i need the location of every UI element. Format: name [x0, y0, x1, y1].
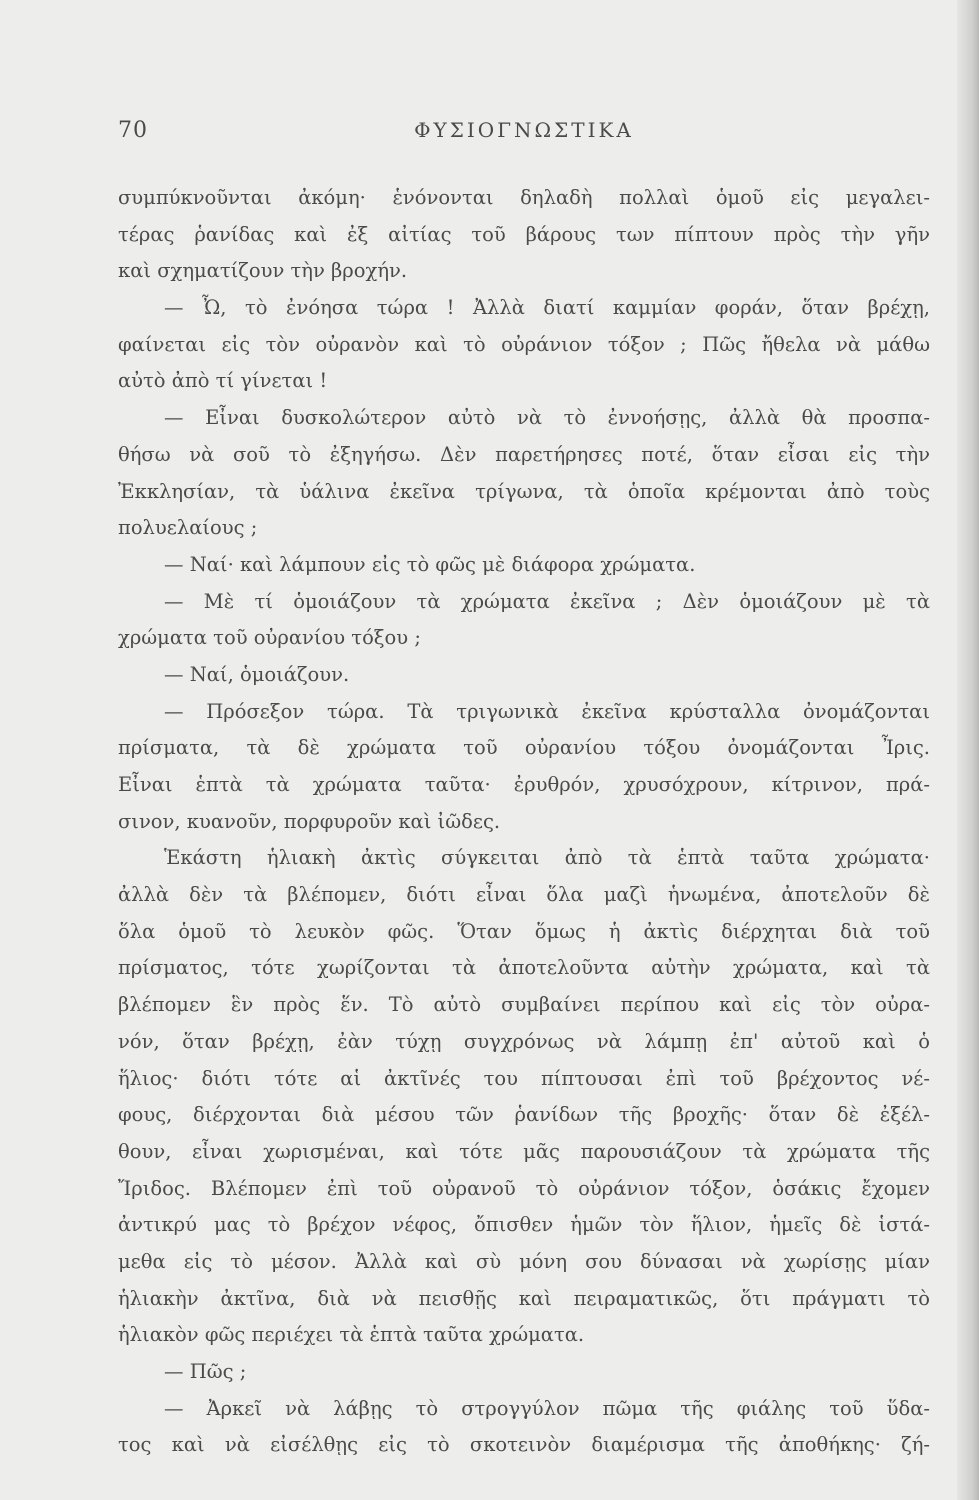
text-line: μεθα εἰς τὸ μέσον. Ἀλλὰ καὶ σὺ μόνη σου δύνασαι νὰ χωρίσῃς μίαν [118, 1249, 930, 1273]
text-line: Εἶναι ἑπτὰ τὰ χρώματα ταῦτα· ἐρυθρόν, χρυσόχρουν, κίτρινον, πρά- [118, 773, 930, 796]
text-line: — Πῶς ; [164, 1360, 247, 1383]
text-line: ἡλιακὴν ἀκτῖνα, διὰ νὰ πεισθῇς καὶ πειραματικῶς, ὅτι πράγματι τὸ [118, 1286, 930, 1310]
text-line: — Ναί· καὶ λάμπουν εἰς τὸ φῶς μὲ διάφορα χρώματα. [164, 552, 696, 576]
text-line: ἀλλὰ δὲν τὰ βλέπομεν, διότι εἶναι ὅλα μαζὶ ἡνωμένα, ἀποτελοῦν δὲ [118, 883, 930, 907]
text-line: Ἑκάστη ἡλιακὴ ἀκτὶς σύγκειται ἀπὸ τὰ ἑπτὰ ταῦτα χρώματα· [164, 846, 930, 870]
text-line: φαίνεται εἰς τὸν οὐρανὸν καὶ τὸ οὐράνιον τόξον ; Πῶς ἤθελα νὰ μάθω [118, 332, 930, 356]
text-line: ἀντικρύ μας τὸ βρέχον νέφος, ὄπισθεν ἡμῶν τὸν ἥλιον, ἡμεῖς δὲ ἱστά- [118, 1213, 930, 1237]
text-line: — Μὲ τί ὁμοιάζουν τὰ χρώματα ἐκεῖνα ; Δὲν ὁμοιάζουν μὲ τὰ [164, 589, 930, 613]
text-line: χρώματα τοῦ οὐρανίου τόξου ; [118, 626, 421, 650]
text-line: — Ναί, ὁμοιάζουν. [164, 662, 350, 686]
body-text [118, 180, 930, 1464]
text-line: πολυελαίους ; [118, 516, 258, 540]
page-number: 70 [118, 118, 148, 143]
text-line: τέρας ῥανίδας καὶ ἐξ αἰτίας τοῦ βάρους των πίπτουν πρὸς τὴν γῆν [118, 222, 930, 246]
text-line: — Εἶναι δυσκολώτερον αὐτὸ νὰ τὸ ἐννοήσῃς, ἀλλὰ θὰ προσπα- [164, 406, 930, 430]
text-line: νόν, ὅταν βρέχῃ, ἐὰν τύχῃ συγχρόνως νὰ λάμπῃ ἐπ' αὐτοῦ καὶ ὁ [118, 1029, 930, 1053]
text-line: καὶ σχηματίζουν τὴν βροχήν. [118, 259, 408, 283]
text-line: ἡλιακὸν φῶς περιέχει τὰ ἑπτὰ ταῦτα χρώματα. [118, 1323, 585, 1347]
text-line: φους, διέρχονται διὰ μέσου τῶν ῥανίδων τῆς βροχῆς· ὅταν δὲ ἐξέλ- [118, 1103, 930, 1127]
page-header [118, 118, 930, 154]
text-line: ἥλιος· διότι τότε αἱ ἀκτῖνές του πίπτουσαι ἐπὶ τοῦ βρέχοντος νέ- [118, 1066, 930, 1090]
text-line: θουν, εἶναι χωρισμέναι, καὶ τότε μᾶς παρουσιάζουν τὰ χρώματα τῆς [118, 1139, 930, 1163]
text-line: πρίσματα, τὰ δὲ χρώματα τοῦ οὐρανίου τόξου ὀνομάζονται Ἶρις. [118, 736, 930, 760]
text-line: σινον, κυανοῦν, πορφυροῦν καὶ ἰῶδες. [118, 809, 501, 833]
text-line: βλέπομεν ἓν πρὸς ἕν. Τὸ αὐτὸ συμβαίνει περίπου καὶ εἰς τὸν οὐρα- [118, 993, 930, 1017]
text-line: — Ὦ, τὸ ἐνόησα τώρα ! Ἀλλὰ διατί καμμίαν φοράν, ὅταν βρέχῃ, [164, 296, 930, 320]
text-line: — Ἀρκεῖ νὰ λάβῃς τὸ στρογγύλον πῶμα τῆς φιάλης τοῦ ὕδα- [164, 1396, 930, 1420]
text-line: τος καὶ νὰ εἰσέλθῃς εἰς τὸ σκοτεινὸν διαμέρισμα τῆς ἀποθήκης· ζή- [118, 1433, 930, 1457]
page-edge-shadow [957, 0, 979, 1500]
text-line: — Πρόσεξον τώρα. Τὰ τριγωνικὰ ἐκεῖνα κρύσταλλα ὀνομάζονται [164, 699, 930, 723]
text-line: αὐτὸ ἀπὸ τί γίνεται ! [118, 369, 328, 393]
text-line: θήσω νὰ σοῦ τὸ ἐξηγήσω. Δὲν παρετήρησες ποτέ, ὅταν εἶσαι εἰς τὴν [118, 442, 930, 466]
running-title: ΦΥΣΙΟΓΝΩΣΤΙΚΑ [414, 118, 634, 142]
text-line: Ἐκκλησίαν, τὰ ὑάλινα ἐκεῖνα τρίγωνα, τὰ ὁποῖα κρέμονται ἀπὸ τοὺς [118, 479, 930, 503]
text-line: Ἴριδος. Βλέπομεν ἐπὶ τοῦ οὐρανοῦ τὸ οὐράνιον τόξον, ὁσάκις ἔχομεν [118, 1176, 930, 1200]
text-line: συμπύκνοῦνται ἀκόμη· ἑνόνονται δηλαδὴ πολλαὶ ὁμοῦ εἰς μεγαλει- [118, 186, 930, 209]
text-line: ὅλα ὁμοῦ τὸ λευκὸν φῶς. Ὅταν ὅμως ἡ ἀκτὶς διέρχηται διὰ τοῦ [118, 919, 930, 943]
text-line: πρίσματος, τότε χωρίζονται τὰ ἀποτελοῦντα αὐτὴν χρώματα, καὶ τὰ [118, 956, 930, 980]
